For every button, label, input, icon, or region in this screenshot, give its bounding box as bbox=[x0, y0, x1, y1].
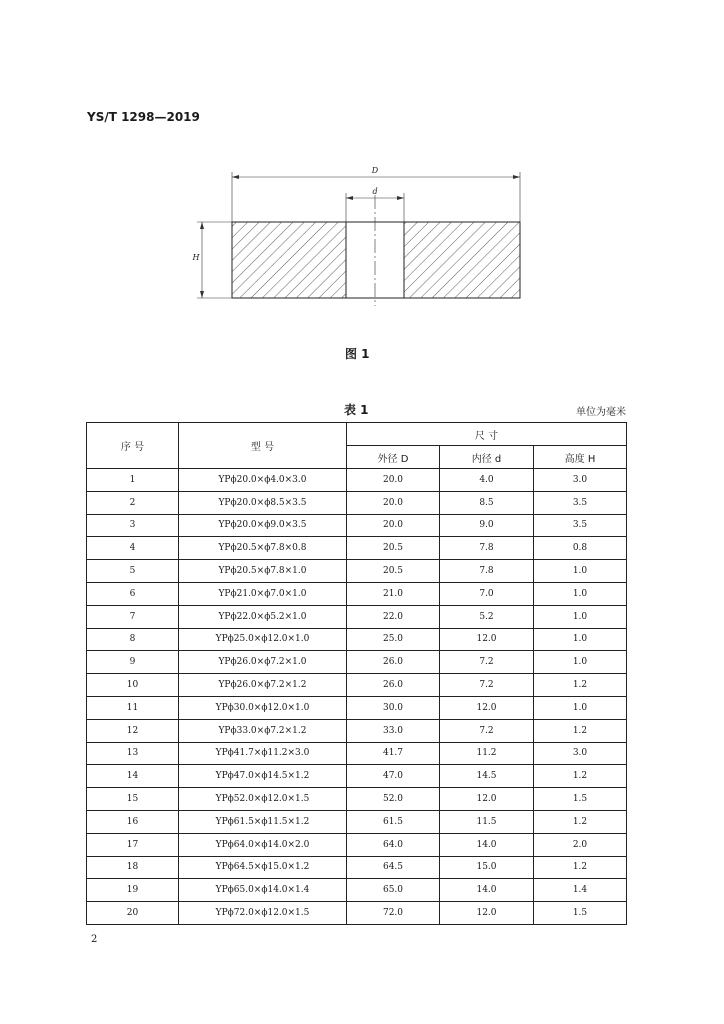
table-row bbox=[87, 469, 627, 492]
header-outer: 外径 D bbox=[347, 446, 440, 469]
cell-inner: 7.2 bbox=[440, 674, 534, 697]
table-row bbox=[87, 879, 627, 902]
cell-height: 3.0 bbox=[534, 469, 627, 492]
cell-outer: 21.0 bbox=[347, 582, 440, 605]
cell-seq: 16 bbox=[87, 810, 179, 833]
cell-model: YPϕ30.0×ϕ12.0×1.0 bbox=[179, 696, 347, 719]
cell-outer: 20.5 bbox=[347, 560, 440, 583]
cell-seq: 19 bbox=[87, 879, 179, 902]
header-size: 尺 寸 bbox=[347, 423, 627, 446]
cell-model: YPϕ20.5×ϕ7.8×1.0 bbox=[179, 560, 347, 583]
cell-model: YPϕ41.7×ϕ11.2×3.0 bbox=[179, 742, 347, 765]
table-row bbox=[87, 537, 627, 560]
cell-inner: 7.8 bbox=[440, 537, 534, 560]
cell-seq: 13 bbox=[87, 742, 179, 765]
table-row bbox=[87, 582, 627, 605]
cell-model: YPϕ20.0×ϕ4.0×3.0 bbox=[179, 469, 347, 492]
header-model: 型 号 bbox=[179, 423, 347, 469]
cell-model: YPϕ26.0×ϕ7.2×1.2 bbox=[179, 674, 347, 697]
cell-outer: 61.5 bbox=[347, 810, 440, 833]
table-row bbox=[87, 902, 627, 925]
dim-label-outer: D bbox=[371, 166, 379, 175]
table-row bbox=[87, 651, 627, 674]
table-row bbox=[87, 674, 627, 697]
table-row bbox=[87, 788, 627, 811]
table-row bbox=[87, 765, 627, 788]
cell-inner: 8.5 bbox=[440, 491, 534, 514]
figure-diagram bbox=[185, 160, 545, 310]
cell-height: 1.2 bbox=[534, 856, 627, 879]
table-row bbox=[87, 696, 627, 719]
cell-inner: 12.0 bbox=[440, 628, 534, 651]
right-section bbox=[404, 222, 520, 298]
cell-height: 3.5 bbox=[534, 491, 627, 514]
table-row bbox=[87, 742, 627, 765]
cell-outer: 25.0 bbox=[347, 628, 440, 651]
cell-outer: 41.7 bbox=[347, 742, 440, 765]
cell-inner: 12.0 bbox=[440, 902, 534, 925]
cell-height: 1.4 bbox=[534, 879, 627, 902]
cell-seq: 12 bbox=[87, 719, 179, 742]
cell-model: YPϕ20.0×ϕ8.5×3.5 bbox=[179, 491, 347, 514]
cell-model: YPϕ65.0×ϕ14.0×1.4 bbox=[179, 879, 347, 902]
cell-model: YPϕ20.0×ϕ9.0×3.5 bbox=[179, 514, 347, 537]
cell-outer: 20.5 bbox=[347, 537, 440, 560]
cell-outer: 20.0 bbox=[347, 469, 440, 492]
cell-height: 1.2 bbox=[534, 719, 627, 742]
cell-height: 1.0 bbox=[534, 696, 627, 719]
table-row bbox=[87, 810, 627, 833]
cell-seq: 15 bbox=[87, 788, 179, 811]
cell-model: YPϕ25.0×ϕ12.0×1.0 bbox=[179, 628, 347, 651]
standard-code: YS/T 1298—2019 bbox=[87, 110, 200, 124]
table-caption: 表 1 bbox=[344, 403, 369, 417]
cell-outer: 52.0 bbox=[347, 788, 440, 811]
cell-inner: 12.0 bbox=[440, 788, 534, 811]
cell-inner: 9.0 bbox=[440, 514, 534, 537]
table-row bbox=[87, 560, 627, 583]
cell-inner: 14.0 bbox=[440, 833, 534, 856]
header-inner: 内径 d bbox=[440, 446, 534, 469]
cell-height: 3.0 bbox=[534, 742, 627, 765]
cell-inner: 14.0 bbox=[440, 879, 534, 902]
dim-label-inner: d bbox=[372, 187, 378, 196]
cell-model: YPϕ26.0×ϕ7.2×1.0 bbox=[179, 651, 347, 674]
cell-seq: 6 bbox=[87, 582, 179, 605]
cell-model: YPϕ52.0×ϕ12.0×1.5 bbox=[179, 788, 347, 811]
cell-seq: 3 bbox=[87, 514, 179, 537]
figure-caption: 图 1 bbox=[345, 347, 370, 361]
page-number: 2 bbox=[91, 934, 98, 945]
cell-outer: 72.0 bbox=[347, 902, 440, 925]
cell-height: 1.2 bbox=[534, 765, 627, 788]
cell-model: YPϕ21.0×ϕ7.0×1.0 bbox=[179, 582, 347, 605]
cell-outer: 26.0 bbox=[347, 651, 440, 674]
header-seq: 序 号 bbox=[87, 423, 179, 469]
cell-seq: 18 bbox=[87, 856, 179, 879]
cell-outer: 30.0 bbox=[347, 696, 440, 719]
cell-seq: 17 bbox=[87, 833, 179, 856]
cell-inner: 5.2 bbox=[440, 605, 534, 628]
cell-outer: 22.0 bbox=[347, 605, 440, 628]
cell-model: YPϕ20.5×ϕ7.8×0.8 bbox=[179, 537, 347, 560]
spec-table bbox=[86, 422, 627, 925]
cell-seq: 14 bbox=[87, 765, 179, 788]
cell-outer: 47.0 bbox=[347, 765, 440, 788]
cell-inner: 11.2 bbox=[440, 742, 534, 765]
table-row bbox=[87, 491, 627, 514]
table-body bbox=[87, 469, 627, 925]
cell-height: 1.0 bbox=[534, 605, 627, 628]
cell-model: YPϕ64.5×ϕ15.0×1.2 bbox=[179, 856, 347, 879]
table-row bbox=[87, 605, 627, 628]
cell-outer: 20.0 bbox=[347, 491, 440, 514]
cell-model: YPϕ33.0×ϕ7.2×1.2 bbox=[179, 719, 347, 742]
cell-outer: 26.0 bbox=[347, 674, 440, 697]
cell-seq: 10 bbox=[87, 674, 179, 697]
cell-height: 1.5 bbox=[534, 902, 627, 925]
cell-height: 2.0 bbox=[534, 833, 627, 856]
cell-inner: 11.5 bbox=[440, 810, 534, 833]
cell-height: 3.5 bbox=[534, 514, 627, 537]
cell-inner: 14.5 bbox=[440, 765, 534, 788]
cell-model: YPϕ61.5×ϕ11.5×1.2 bbox=[179, 810, 347, 833]
cell-inner: 4.0 bbox=[440, 469, 534, 492]
table-row bbox=[87, 514, 627, 537]
cell-height: 1.0 bbox=[534, 560, 627, 583]
cell-outer: 20.0 bbox=[347, 514, 440, 537]
cell-inner: 15.0 bbox=[440, 856, 534, 879]
cell-seq: 2 bbox=[87, 491, 179, 514]
cell-seq: 8 bbox=[87, 628, 179, 651]
cell-seq: 9 bbox=[87, 651, 179, 674]
cell-model: YPϕ64.0×ϕ14.0×2.0 bbox=[179, 833, 347, 856]
cell-inner: 12.0 bbox=[440, 696, 534, 719]
cell-model: YPϕ47.0×ϕ14.5×1.2 bbox=[179, 765, 347, 788]
cell-model: YPϕ72.0×ϕ12.0×1.5 bbox=[179, 902, 347, 925]
cell-model: YPϕ22.0×ϕ5.2×1.0 bbox=[179, 605, 347, 628]
header-height: 高度 H bbox=[534, 446, 627, 469]
cell-seq: 11 bbox=[87, 696, 179, 719]
cell-inner: 7.2 bbox=[440, 719, 534, 742]
table-row bbox=[87, 719, 627, 742]
dim-label-height: H bbox=[192, 253, 200, 262]
cell-outer: 64.0 bbox=[347, 833, 440, 856]
cell-height: 1.0 bbox=[534, 582, 627, 605]
cell-outer: 33.0 bbox=[347, 719, 440, 742]
cell-seq: 7 bbox=[87, 605, 179, 628]
cell-height: 1.2 bbox=[534, 810, 627, 833]
cell-height: 1.0 bbox=[534, 651, 627, 674]
unit-note: 单位为毫米 bbox=[576, 407, 626, 418]
cell-height: 0.8 bbox=[534, 537, 627, 560]
table-row bbox=[87, 856, 627, 879]
cell-outer: 64.5 bbox=[347, 856, 440, 879]
cell-height: 1.5 bbox=[534, 788, 627, 811]
cell-inner: 7.8 bbox=[440, 560, 534, 583]
cell-seq: 1 bbox=[87, 469, 179, 492]
cell-height: 1.0 bbox=[534, 628, 627, 651]
cell-seq: 5 bbox=[87, 560, 179, 583]
cell-inner: 7.2 bbox=[440, 651, 534, 674]
cell-outer: 65.0 bbox=[347, 879, 440, 902]
cell-seq: 4 bbox=[87, 537, 179, 560]
table-row bbox=[87, 833, 627, 856]
table-row bbox=[87, 628, 627, 651]
cell-inner: 7.0 bbox=[440, 582, 534, 605]
cell-height: 1.2 bbox=[534, 674, 627, 697]
left-section bbox=[232, 222, 346, 298]
cell-seq: 20 bbox=[87, 902, 179, 925]
